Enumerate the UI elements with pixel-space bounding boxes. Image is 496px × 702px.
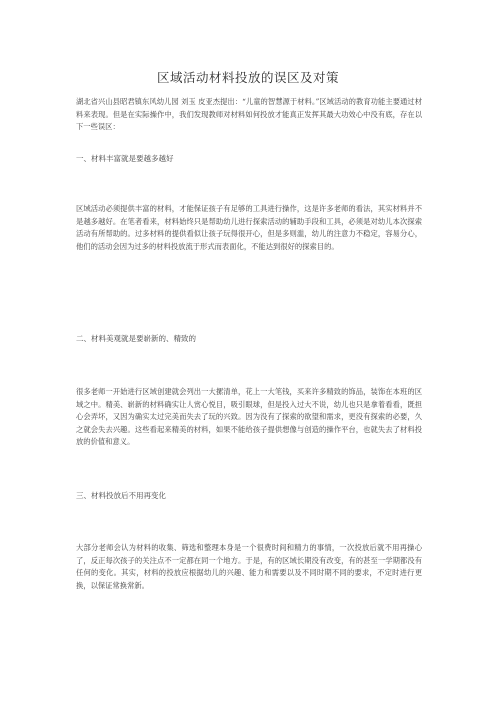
section-1-heading: 一、材料丰富就是要越多越好 [76,154,174,163]
section-2-body: 很多老师一开始进行区域创建就会列出一大摞清单，花上一大笔钱，买来许多精致的饰品，装饰在本班的区域之中。精美、崭新的材料确实让人赏心悦目，吸引眼球，但是投入过大不说，幼儿也只是拿着看看，既担心会弄坏，又因为确实太过完美而失去了玩的兴致。因为没有了探索的欲望和需求，更没有探索的必要，久之就会失去兴趣。这些看起来精美的材料，如果不能给孩子提供想像与创造的操作平台，也就失去了材料投放的价值和意义。 [76,387,422,447]
intro-paragraph: 湖北省兴山县昭君镇东风幼儿园 刘玉 皮亚杰提出：“儿童的智慧源于材料。”区域活动的教育功能主要通过材料来表现。但是在实际操作中，我们发现教师对材料如何投放才能真正发挥其最大功效心中没有底，存在以下一些误区： [76,97,422,132]
section-3-heading: 三、材料投放后不用再变化 [76,491,166,500]
section-1-body: 区域活动必须提供丰富的材料，才能保证孩子有足够的工具进行操作，这是许多老师的看法，其实材料并不是越多越好。在笔者看来，材料始终只是帮助幼儿进行探索活动的辅助手段和工具，必须是对幼儿本次探索活动有所帮助的。过多材料的提供看似让孩子玩得很开心，但是多则滥，幼儿的注意力不稳定，容易分心，他们的活动会因为过多的材料投放流于形式而表面化，不能达到很好的探索目的。 [76,204,422,251]
document-title: 区域活动材料投放的误区及对策 [156,70,339,85]
section-2-heading: 二、材料美观就是要崭新的、精致的 [76,334,196,343]
section-3-body: 大部分老师会认为材料的收集、筛选和整理本身是一个很费时间和精力的事情，一次投放后就不用再操心了，反正每次孩子的关注点不一定都在同一个地方。于是，有的区域长期没有改变，有的甚至一学期都没有任何的变化。其实，材料的投放应根据幼儿的兴趣、能力和需要以及不同时期不同的要求，不定时进行更换，以保证常换常新。 [76,543,422,590]
